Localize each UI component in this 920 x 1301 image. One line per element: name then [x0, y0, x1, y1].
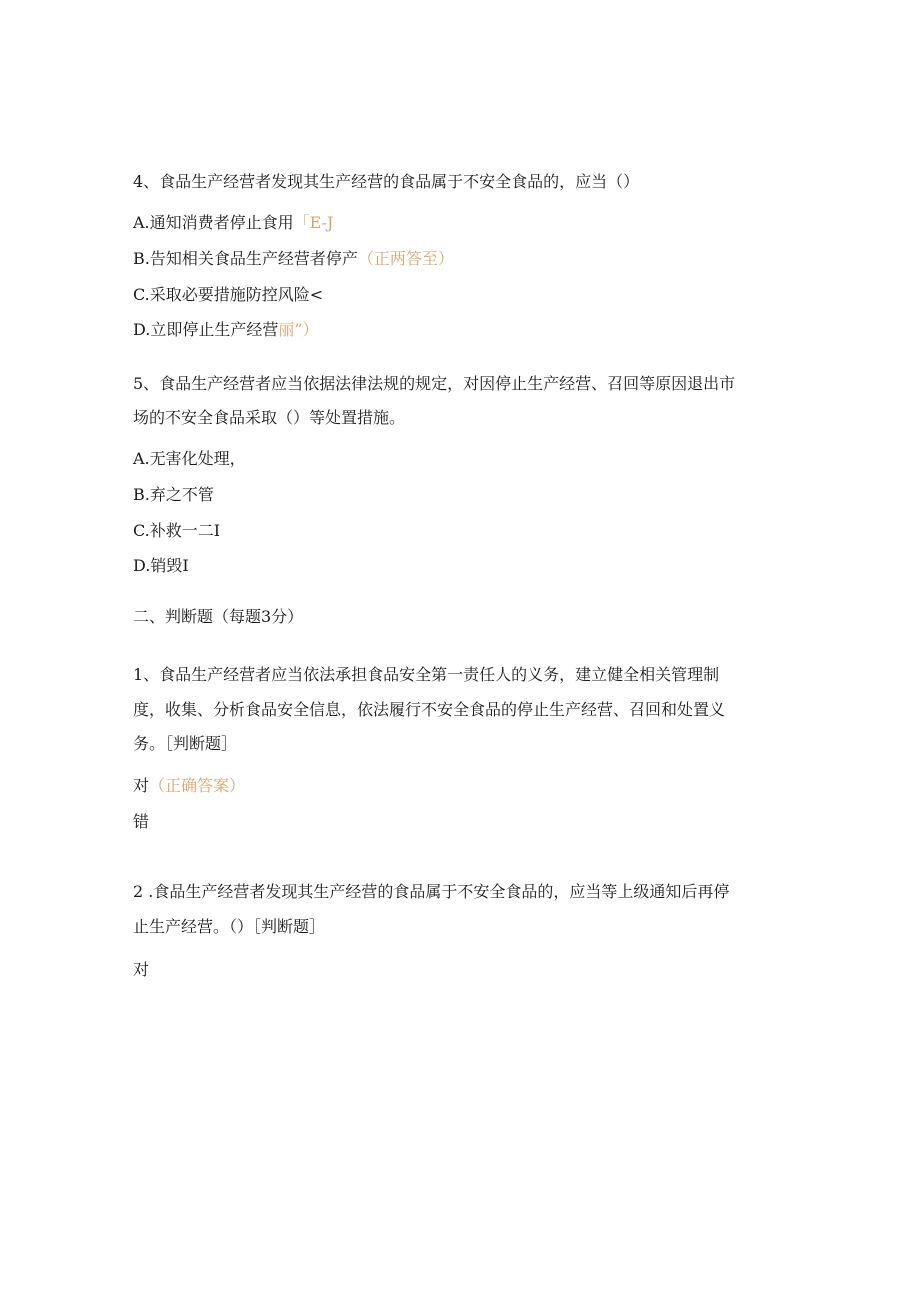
q5-option-a: A.无害化处理，	[133, 449, 246, 468]
tf1-option-true-text: 对	[133, 776, 150, 795]
q4-option-a-text: A.通知消费者停止食用	[133, 213, 294, 232]
q4-option-b-mark: （正两答至）	[357, 249, 454, 268]
q4-option-a	[133, 213, 333, 233]
q4-option-b	[133, 249, 454, 269]
tf1-stem-line2: 度，收集、分析食品安全信息，依法履行不安全食品的停止生产经营、召回和处置义	[133, 700, 726, 719]
q4-stem: 4、食品生产经营者发现其生产经营的食品属于不安全食品的，应当（）	[133, 172, 640, 191]
tf1-option-false: 错	[133, 812, 150, 831]
tf2-option-true: 对	[133, 960, 150, 979]
q5-option-d: D.销毁I	[133, 556, 189, 575]
q5-option-c: C.补救一二I	[133, 521, 221, 540]
tf1-option-true-mark: （正确答案）	[149, 776, 246, 795]
q4-option-b-text: B.告知相关食品生产经营者停产	[133, 249, 358, 268]
tf2-stem-line2: 止生产经营。（）［判断题］	[133, 917, 326, 936]
q5-option-b: B.弃之不管	[133, 485, 214, 504]
tf2-stem-line1: 2 .食品生产经营者发现其生产经营的食品属于不安全食品的，应当等上级通知后再停	[133, 882, 730, 901]
q4-option-d	[133, 320, 319, 340]
q4-option-d-mark: 丽”）	[278, 320, 319, 339]
tf1-stem-line3: 务。［判断题］	[133, 734, 238, 753]
q5-stem-line1: 5、食品生产经营者应当依据法律法规的规定，对因停止生产经营、召回等原因退出市	[133, 374, 736, 393]
q4-option-d-text: D.立即停止生产经营	[133, 320, 279, 339]
tf1-stem-line1: 1、食品生产经营者应当依法承担食品安全第一责任人的义务，建立健全相关管理制	[133, 665, 720, 684]
q4-option-a-mark: 「E-J	[293, 213, 334, 232]
q5-stem-line2: 场的不安全食品采取（）等处置措施。	[133, 408, 406, 427]
section2-heading: 二、判断题（每题3分）	[133, 607, 304, 626]
tf1-option-true	[133, 776, 245, 796]
q4-option-c	[133, 285, 323, 305]
q4-option-c-text: C.采取必要措施防控风险<	[133, 285, 324, 304]
